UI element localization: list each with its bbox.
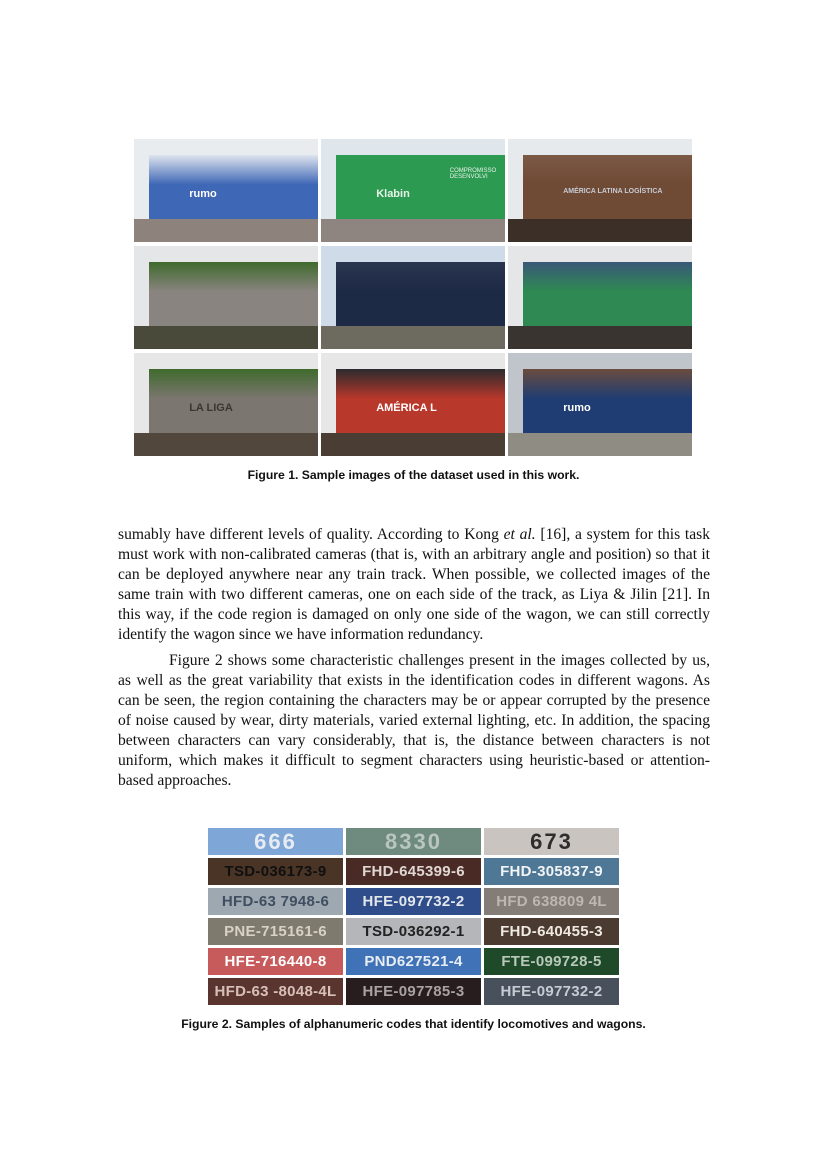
code-plate: HFD-63 -8048-4L — [208, 978, 343, 1005]
paragraph-2: Figure 2 shows some characteristic challenges present in the images collected by us, as well as the great variability that exists in the identification codes in different wagons. As can be seen, the region containing the characters may be or appear corrupted by the presence of noise caused by wear, dirty materials, varied external lighting, etc. In addition, the spacing between characters can vary considerably, that is, the distance between characters is not uniform, which makes it difficult to segment characters using heuristic-based or attention-based approaches. — [118, 651, 710, 790]
code-plate: HFE-097785-3 — [346, 978, 481, 1005]
wagon-logo-text: LA LIGA — [189, 402, 233, 415]
code-plate: HFD-63 7948-6 — [208, 888, 343, 915]
code-plate: TSD-036292-1 — [346, 918, 481, 945]
ground-region — [134, 219, 318, 242]
wagon-body — [336, 155, 505, 221]
train-photo — [134, 353, 318, 456]
code-plate: PNE-715161-6 — [208, 918, 343, 945]
train-photo — [508, 139, 692, 242]
figure-2-code-grid — [208, 828, 619, 1005]
wagon-logo-text: rumo — [563, 402, 591, 415]
code-plate: TSD-036173-9 — [208, 858, 343, 885]
ground-region — [134, 326, 318, 349]
code-plate: PND627521-4 — [346, 948, 481, 975]
wagon-body — [149, 369, 318, 435]
code-plate: HFE-716440-8 — [208, 948, 343, 975]
code-plate: 666 — [208, 828, 343, 855]
wagon-logo-text: rumo — [189, 188, 217, 201]
wagon-slogan-text: COMPROMISSO DESENVOLVI — [449, 167, 497, 180]
figure-1-caption: Figure 1. Sample images of the dataset used in this work. — [247, 468, 580, 482]
code-plate: HFE-097732-2 — [346, 888, 481, 915]
train-photo — [321, 139, 505, 242]
code-plate: 8330 — [346, 828, 481, 855]
ground-region — [134, 433, 318, 456]
body-text — [118, 525, 710, 791]
wagon-logo-text: AMÉRICA L — [376, 402, 437, 415]
figure-2-caption: Figure 2. Samples of alphanumeric codes that identify locomotives and wagons. — [181, 1017, 646, 1031]
wagon-body — [336, 262, 505, 328]
ground-region — [508, 326, 692, 349]
code-plate: FHD-640455-3 — [484, 918, 619, 945]
code-plate: FHD-645399-6 — [346, 858, 481, 885]
wagon-logo-text: AMÉRICA LATINA LOGÍSTICA — [563, 188, 663, 196]
figure-1-image-grid — [134, 139, 692, 456]
train-photo — [508, 353, 692, 456]
ground-region — [321, 326, 505, 349]
code-plate: 673 — [484, 828, 619, 855]
wagon-logo-text: Klabin — [376, 188, 410, 201]
code-plate: FHD-305837-9 — [484, 858, 619, 885]
paragraph-1: sumably have different levels of quality. According to Kong et al. [16], a system for this task must work with non-calibrated cameras (that is, with an arbitrary angle and position) so that it can be deployed anywhere near any train track. When possible, we collected images of the same train with two different cameras, one on each side of the track, as Liya & Jilin [21]. In this way, if the code region is damaged on only one side of the wagon, we can still correctly identify the wagon since we have information redundancy. — [118, 526, 711, 644]
wagon-body — [523, 369, 692, 435]
code-plate: HFD 638809 4L — [484, 888, 619, 915]
wagon-body — [149, 155, 318, 221]
code-plate: HFE-097732-2 — [484, 978, 619, 1005]
code-plate: FTE-099728-5 — [484, 948, 619, 975]
train-photo — [134, 139, 318, 242]
wagon-body — [523, 262, 692, 328]
ground-region — [508, 219, 692, 242]
train-photo — [508, 246, 692, 349]
ground-region — [321, 433, 505, 456]
wagon-body — [149, 262, 318, 328]
ground-region — [321, 219, 505, 242]
train-photo — [321, 246, 505, 349]
ground-region — [508, 433, 692, 456]
train-photo — [321, 353, 505, 456]
train-photo — [134, 246, 318, 349]
